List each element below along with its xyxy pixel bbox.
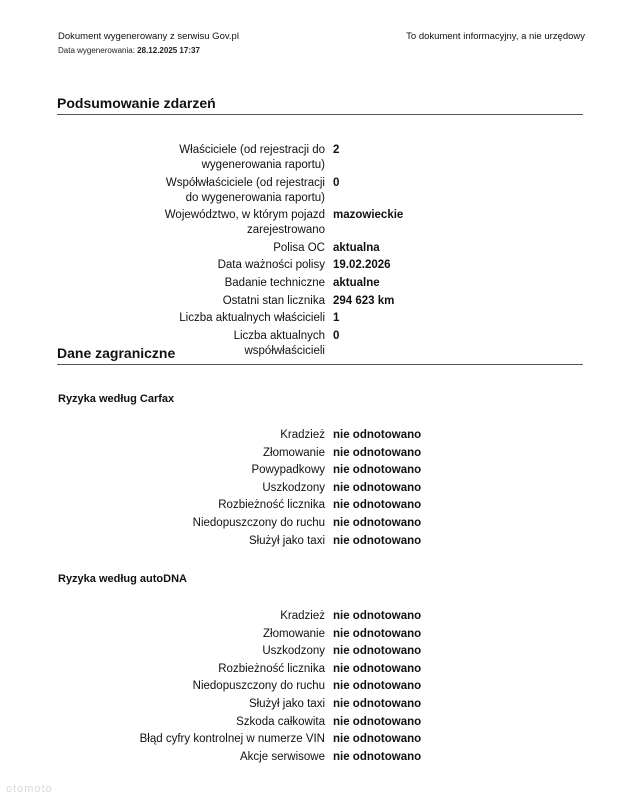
row-label: Rozbieżność licznika [218,499,325,512]
row-value: nie odnotowano [333,429,422,441]
row-label: Województwo, w którym pojazd zarejestrowano [164,209,325,237]
row-value: nie odnotowano [333,610,422,622]
table-row [0,276,644,291]
autodna-title: Ryzyka według autoDNA [58,573,187,585]
row-value: nie odnotowano [333,645,422,658]
row-value: 0 [333,329,340,342]
row-value: nie odnotowano [333,750,422,763]
row-label: Uszkodzony [262,481,325,494]
row-value: nie odnotowano [333,446,422,459]
page-header [58,31,585,42]
summary-section-title: Podsumowanie zdarzeń [57,95,583,115]
generation-date [58,46,200,55]
table-row [0,750,644,765]
row-label: Rozbieżność licznika [218,662,325,675]
table-row [0,208,644,238]
row-label: Data ważności polisy [217,259,325,272]
row-label: Akcje serwisowe [240,750,325,763]
table-row [0,679,644,694]
row-value: nie odnotowano [333,697,422,710]
row-value: mazowieckie [333,209,404,222]
watermark: otomoto [6,783,53,795]
row-label: Ostatni stan licznika [222,294,325,307]
foreign-section-title: Dane zagraniczne [57,345,583,365]
carfax-title: Ryzyka według Carfax [58,393,175,405]
row-label: Uszkodzony [262,645,325,658]
row-value: nie odnotowano [333,680,422,693]
row-label: Właściciele (od rejestracji do wygenerowania raportu) [179,144,325,171]
table-row [0,311,644,326]
table-row [0,644,644,659]
row-value: aktualna [333,241,380,254]
row-value: nie odnotowano [333,516,422,529]
row-label: Błąd cyfry kontrolnej w numerze VIN [139,733,325,746]
row-value: 19.02.2026 [333,259,391,272]
table-row [0,294,644,309]
row-value: 2 [333,144,340,156]
row-label: Liczba aktualnych właścicieli [179,312,325,325]
row-label: Niedopuszczony do ruchu [192,680,325,693]
row-label: Złomowanie [263,446,325,459]
row-label: Polisa OC [273,241,325,254]
row-label: Współwłaściciele (od rejestracji do wygenerowania raportu) [165,176,325,204]
row-value: nie odnotowano [333,499,422,512]
table-row [0,176,644,206]
table-row [0,143,644,173]
generation-date-value: 28.12.2025 17:37 [137,46,200,55]
row-label: Złomowanie [263,627,325,640]
table-row [0,428,644,443]
source-note: Dokument wygenerowany z serwisu Gov.pl [58,31,239,42]
row-label: Służył jako taxi [248,534,325,547]
row-value: nie odnotowano [333,662,422,675]
autodna-table [0,609,644,767]
row-value: nie odnotowano [333,627,422,640]
table-row [0,241,644,256]
row-label: Kradzież [280,429,325,441]
row-value: nie odnotowano [333,464,422,477]
disclaimer-note: To dokument informacyjny, a nie urzędowy [406,31,585,42]
row-value: nie odnotowano [333,534,422,547]
table-row [0,627,644,642]
row-label: Badanie techniczne [224,276,325,289]
row-label: Liczba aktualnych współwłaścicieli [233,329,325,357]
row-label: Niedopuszczony do ruchu [192,516,325,529]
table-row [0,732,644,747]
row-label: Kradzież [280,610,325,622]
table-row [0,463,644,478]
table-row [0,697,644,712]
row-value: nie odnotowano [333,481,422,494]
table-row [0,446,644,461]
table-row [0,498,644,513]
table-row [0,481,644,496]
row-value: 1 [333,312,340,325]
table-row [0,534,644,549]
table-row [0,516,644,531]
row-value: 294 623 km [333,294,395,307]
row-value: 0 [333,176,340,189]
table-row [0,715,644,730]
row-value: aktualne [333,276,380,289]
table-row [0,609,644,624]
table-row [0,258,644,273]
carfax-table [0,428,644,551]
table-row [0,662,644,677]
row-label: Szkoda całkowita [236,715,325,728]
generation-date-label: Data wygenerowania: [58,46,135,55]
row-value: nie odnotowano [333,733,422,746]
row-label: Powypadkowy [251,464,325,477]
summary-table [0,143,644,361]
row-value: nie odnotowano [333,715,422,728]
row-label: Służył jako taxi [248,697,325,710]
